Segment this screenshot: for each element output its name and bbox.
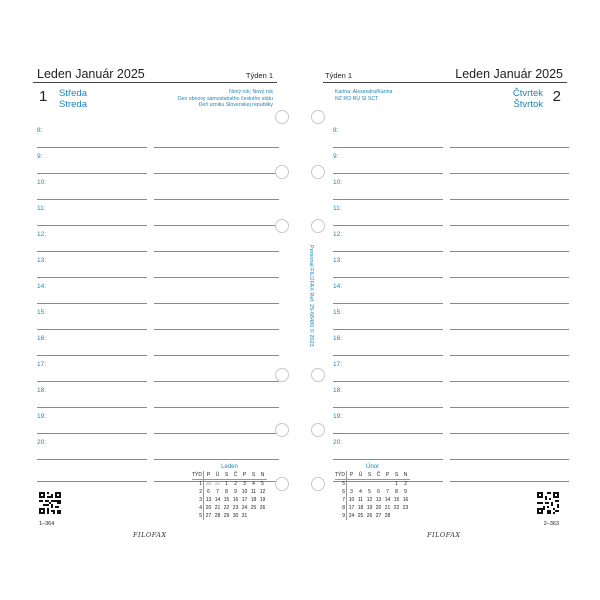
calendar-day-cell: 1 <box>395 481 398 487</box>
hour-grid <box>37 122 279 482</box>
ring-hole <box>311 477 325 491</box>
calendar-week-number: 7 <box>335 496 347 504</box>
hour-label: 9: <box>37 153 43 160</box>
hour-label: 13: <box>37 257 47 264</box>
calendar-week-number: 1 <box>192 480 204 489</box>
calendar-day-cell: 4 <box>359 489 362 495</box>
calendar-header-cell: TÝD <box>192 472 202 478</box>
calendar-day-cell: 30 <box>232 513 239 519</box>
calendar-day-cell: 22 <box>223 505 230 511</box>
calendar-day-cell: 17 <box>241 497 248 503</box>
hour-label: 10: <box>37 179 47 186</box>
calendar-day-cell <box>347 480 357 489</box>
day-number: 2 <box>552 88 561 105</box>
mini-calendar <box>192 464 267 520</box>
hour-label: 18: <box>333 387 343 394</box>
hour-row[interactable] <box>333 226 569 252</box>
hour-row[interactable] <box>37 304 279 330</box>
calendar-week-row <box>192 512 267 520</box>
hour-label: 16: <box>333 335 343 342</box>
calendar-header-cell: S <box>249 471 258 480</box>
hour-row[interactable] <box>37 278 279 304</box>
calendar-day-cell: 26 <box>259 505 266 511</box>
hour-row[interactable] <box>37 330 279 356</box>
calendar-header-cell: P <box>383 471 392 480</box>
calendar-day-cell: 23 <box>232 505 239 511</box>
left-header <box>33 66 277 83</box>
day-name-cz: Středa <box>59 88 87 99</box>
calendar-day-cell: 22 <box>393 505 400 511</box>
ring-hole <box>275 165 289 179</box>
spine-copyright: © 2023 <box>308 328 314 347</box>
week-label: Týden 1 <box>325 71 353 80</box>
calendar-header-cell: N <box>401 471 410 480</box>
calendar-week-row <box>192 488 267 496</box>
page-number: 1–364 <box>39 521 55 527</box>
calendar-day-cell <box>374 480 383 489</box>
calendar-month-title: Únor <box>365 464 379 470</box>
ring-hole <box>311 368 325 382</box>
hour-label: 17: <box>333 361 343 368</box>
hour-row[interactable] <box>333 252 569 278</box>
calendar-day-cell <box>383 480 392 489</box>
hour-row[interactable] <box>333 200 569 226</box>
hour-row[interactable] <box>333 356 569 382</box>
hour-row[interactable] <box>333 330 569 356</box>
calendar-day-cell: 2 <box>234 481 237 487</box>
hour-row[interactable] <box>333 174 569 200</box>
calendar-table <box>335 471 410 520</box>
calendar-day-cell: 5 <box>368 489 371 495</box>
left-page <box>23 52 287 552</box>
note-line: Nový rok; Nový rok <box>229 89 273 95</box>
page-number: 2–363 <box>543 521 559 527</box>
calendar-day-cell: 14 <box>214 497 221 503</box>
calendar-day-cell: 9 <box>404 489 407 495</box>
calendar-day-cell: 27 <box>375 513 382 519</box>
calendar-week-row <box>192 480 267 489</box>
note-line: Den obnovy samostatného českého státu <box>177 95 273 102</box>
calendar-day-cell: 24 <box>348 513 355 519</box>
calendar-header-cell: S <box>222 471 231 480</box>
mini-calendar <box>335 464 410 520</box>
day-number: 1 <box>39 88 48 105</box>
ring-hole <box>275 423 289 437</box>
note-line: NZ RO RU SI SCT <box>335 95 379 102</box>
hour-label: 15: <box>333 309 343 316</box>
hour-label: 19: <box>333 413 343 420</box>
calendar-day-cell: 10 <box>241 489 248 495</box>
hour-label: 12: <box>333 231 343 238</box>
calendar-day-cell: 12 <box>259 489 266 495</box>
calendar-header-cell: Ú <box>213 471 222 480</box>
calendar-week-row <box>192 504 267 512</box>
ring-hole <box>311 219 325 233</box>
day-name-sk: Štvrtok <box>513 99 543 110</box>
calendar-week-row <box>335 512 410 520</box>
calendar-header-cell: Ú <box>356 471 365 480</box>
hour-row[interactable] <box>333 148 569 174</box>
calendar-day-cell: 11 <box>357 497 364 503</box>
hour-grid <box>333 122 569 482</box>
calendar-week-row <box>192 496 267 504</box>
ring-hole <box>311 110 325 124</box>
hour-line <box>37 481 147 482</box>
hour-label: 8: <box>37 127 43 134</box>
hour-row[interactable] <box>333 434 569 460</box>
spine-label <box>308 245 314 347</box>
calendar-header-cell: Č <box>231 471 240 480</box>
hour-row[interactable] <box>333 382 569 408</box>
calendar-day-cell: 29 <box>223 513 230 519</box>
hour-row[interactable] <box>37 200 279 226</box>
calendar-day-cell: 14 <box>384 497 391 503</box>
hour-label: 20: <box>37 439 47 446</box>
calendar-day-cell: 16 <box>232 497 239 503</box>
calendar-day-cell: 5 <box>261 481 264 487</box>
calendar-day-cell: 10 <box>348 497 355 503</box>
calendar-day-cell: 21 <box>384 505 391 511</box>
calendar-day-cell <box>365 480 374 489</box>
calendar-day-cell: 20 <box>375 505 382 511</box>
calendar-month-title: Leden <box>221 464 238 470</box>
calendar-day-cell: 19 <box>366 505 373 511</box>
calendar-day-cell: 16 <box>402 497 409 503</box>
brand-logo: FILOFAX <box>427 531 461 539</box>
calendar-day-cell: 17 <box>348 505 355 511</box>
calendar-day-cell: 23 <box>402 505 409 511</box>
hour-row[interactable] <box>37 174 279 200</box>
calendar-header-cell: P <box>204 471 214 480</box>
calendar-day-cell: 28 <box>214 513 221 519</box>
calendar-header-cell: N <box>258 471 267 480</box>
calendar-day-cell: 21 <box>214 505 221 511</box>
hour-row[interactable] <box>37 122 279 148</box>
hour-label: 19: <box>37 413 47 420</box>
qr-code <box>39 492 61 514</box>
calendar-day-cell: 6 <box>207 489 210 495</box>
ring-hole <box>275 368 289 382</box>
calendar-day-cell: 31 <box>214 481 221 487</box>
hour-row[interactable] <box>333 122 569 148</box>
calendar-day-cell: 7 <box>386 489 389 495</box>
qr-code <box>537 492 559 514</box>
hour-row[interactable] <box>333 408 569 434</box>
calendar-day-cell: 4 <box>252 481 255 487</box>
month-title: Leden Január 2025 <box>37 67 145 81</box>
calendar-day-cell: 12 <box>366 497 373 503</box>
calendar-day-cell: 2 <box>404 481 407 487</box>
calendar-day-cell: 1 <box>225 481 228 487</box>
calendar-day-cell: 25 <box>357 513 364 519</box>
calendar-header-row <box>192 471 267 480</box>
calendar-day-cell: 26 <box>366 513 373 519</box>
calendar-day-cell: 24 <box>241 505 248 511</box>
calendar-day-cell <box>249 512 258 520</box>
calendar-week-row <box>335 504 410 512</box>
calendar-week-number: 8 <box>335 504 347 512</box>
note-line: Deň vzniku Slovenskej republiky <box>198 102 273 109</box>
hour-row[interactable] <box>37 382 279 408</box>
calendar-day-cell <box>401 512 410 520</box>
hour-label: 20: <box>333 439 343 446</box>
calendar-day-cell: 18 <box>357 505 364 511</box>
calendar-header-cell: P <box>347 471 357 480</box>
spine-brand: FILOFAX <box>308 268 314 291</box>
hour-row[interactable] <box>333 278 569 304</box>
hour-label: 12: <box>37 231 47 238</box>
hour-row[interactable] <box>37 408 279 434</box>
ring-hole <box>311 165 325 179</box>
ring-hole <box>311 423 325 437</box>
calendar-day-cell: 30 <box>205 481 212 487</box>
brand-logo: FILOFAX <box>133 531 167 539</box>
hour-row[interactable] <box>37 148 279 174</box>
ring-hole <box>275 477 289 491</box>
calendar-day-cell: 7 <box>216 489 219 495</box>
calendar-week-number: 6 <box>335 488 347 496</box>
month-title: Leden Január 2025 <box>455 67 563 81</box>
calendar-day-cell: 13 <box>205 497 212 503</box>
hour-row[interactable] <box>37 356 279 382</box>
calendar-day-cell <box>356 480 365 489</box>
day-name-cz: Čtvrtek <box>512 88 543 99</box>
calendar-day-cell: 6 <box>377 489 380 495</box>
calendar-day-cell: 3 <box>350 489 353 495</box>
calendar-day-cell: 25 <box>250 505 257 511</box>
hour-label: 13: <box>333 257 343 264</box>
ring-hole <box>275 110 289 124</box>
hour-row[interactable] <box>37 434 279 460</box>
calendar-header-cell: P <box>240 471 249 480</box>
hour-label: 11: <box>37 205 46 212</box>
spine-ref: Ref. 25-68480 <box>308 292 314 328</box>
calendar-week-row <box>335 480 410 489</box>
calendar-day-cell: 11 <box>250 489 257 495</box>
calendar-header-cell: TÝD <box>335 472 345 478</box>
calendar-week-row <box>335 496 410 504</box>
hour-label: 14: <box>37 283 47 290</box>
calendar-day-cell <box>392 512 401 520</box>
hour-label: 17: <box>37 361 47 368</box>
hour-label: 15: <box>37 309 47 316</box>
hour-label: 16: <box>37 335 47 342</box>
calendar-week-number: 4 <box>192 504 204 512</box>
calendar-day-cell: 18 <box>250 497 257 503</box>
note-line: Karina; Alexandra/Karina <box>335 89 393 95</box>
calendar-week-row <box>335 488 410 496</box>
hour-label: 10: <box>333 179 343 186</box>
calendar-day-cell <box>258 512 267 520</box>
calendar-day-cell: 27 <box>205 513 212 519</box>
ring-hole <box>275 219 289 233</box>
hour-label: 11: <box>333 205 342 212</box>
calendar-week-number: 2 <box>192 488 204 496</box>
hour-line <box>450 481 569 482</box>
calendar-day-cell: 15 <box>393 497 400 503</box>
hour-row[interactable] <box>37 226 279 252</box>
hour-label: 8: <box>333 127 339 134</box>
calendar-day-cell: 8 <box>225 489 228 495</box>
calendar-table <box>192 471 267 520</box>
calendar-header-row <box>335 471 410 480</box>
calendar-header-cell: S <box>392 471 401 480</box>
spine-size: Personal <box>308 245 314 267</box>
hour-label: 9: <box>333 153 339 160</box>
day-name-sk: Streda <box>59 99 87 110</box>
calendar-day-cell: 3 <box>243 481 246 487</box>
calendar-week-number: 9 <box>335 512 347 520</box>
hour-label: 18: <box>37 387 47 394</box>
calendar-day-cell: 9 <box>234 489 237 495</box>
calendar-week-number: 5 <box>192 512 204 520</box>
calendar-day-cell: 8 <box>395 489 398 495</box>
hour-row[interactable] <box>333 304 569 330</box>
holiday-notes <box>178 89 273 109</box>
calendar-header-cell: Č <box>374 471 383 480</box>
calendar-week-number: 5 <box>335 480 347 489</box>
calendar-day-cell: 15 <box>223 497 230 503</box>
calendar-day-cell: 31 <box>241 513 248 519</box>
calendar-day-cell: 28 <box>384 513 391 519</box>
hour-label: 14: <box>333 283 343 290</box>
name-day-notes <box>335 89 392 102</box>
calendar-day-cell: 19 <box>259 497 266 503</box>
calendar-day-cell: 13 <box>375 497 382 503</box>
week-label: Týden 1 <box>245 71 273 80</box>
calendar-header-cell: S <box>365 471 374 480</box>
right-page <box>313 52 577 552</box>
calendar-week-number: 3 <box>192 496 204 504</box>
hour-row[interactable] <box>37 252 279 278</box>
right-header <box>323 66 567 83</box>
calendar-day-cell: 20 <box>205 505 212 511</box>
